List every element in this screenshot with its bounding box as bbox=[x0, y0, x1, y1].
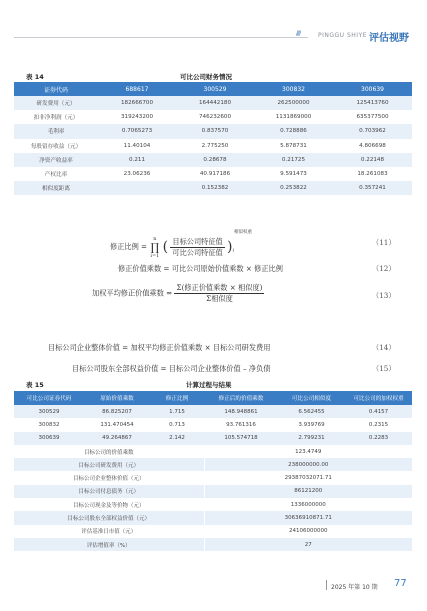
table-cell: 0.713 bbox=[150, 418, 204, 431]
comparable-companies-financial-table bbox=[14, 82, 412, 195]
summary-row bbox=[14, 538, 412, 551]
summary-row bbox=[14, 445, 412, 458]
summary-value: 29387032071.71 bbox=[204, 471, 412, 484]
table-cell: 148.948861 bbox=[204, 405, 278, 418]
table-cell: 1.715 bbox=[150, 405, 204, 418]
table-cell: 0.253822 bbox=[254, 181, 333, 195]
row-label: 相似度距离 bbox=[14, 181, 98, 195]
formula-lhs: 加权平均修正价值乘数 = bbox=[92, 288, 173, 298]
table-cell: 0.2315 bbox=[345, 418, 412, 431]
issue-label: 2025 年第 10 期 bbox=[331, 584, 378, 591]
table-cell: 86.825207 bbox=[84, 405, 150, 418]
table-cell: 746232600 bbox=[176, 110, 254, 124]
table-row bbox=[14, 124, 412, 138]
formula-number: （13） bbox=[372, 291, 396, 300]
table-cell: 182666700 bbox=[98, 96, 176, 110]
table-cell: 9.591473 bbox=[254, 167, 333, 181]
column-header: 原始价值乘数 bbox=[84, 391, 150, 405]
row-label: 毛利率 bbox=[14, 124, 98, 138]
table-cell: 300832 bbox=[14, 418, 84, 431]
table-cell: 300639 bbox=[14, 432, 84, 445]
summary-label: 目标公司的价值乘数 bbox=[14, 445, 204, 458]
column-header: 可比公司相似度 bbox=[278, 391, 345, 405]
column-header: 可比公司证券代码 bbox=[14, 391, 84, 405]
table-cell: 1131869000 bbox=[254, 110, 333, 124]
table-row bbox=[14, 139, 412, 153]
product-operator: n ∏ i=1 bbox=[150, 235, 160, 259]
table-cell: 6.562455 bbox=[278, 405, 345, 418]
footer-divider bbox=[326, 580, 327, 590]
column-header: 300639 bbox=[333, 82, 412, 96]
header-slash-marks: //// bbox=[296, 30, 301, 37]
summary-value: 30636910871.71 bbox=[204, 511, 412, 524]
table-cell: 0.4157 bbox=[345, 405, 412, 418]
summary-row bbox=[14, 511, 412, 524]
page-number: 77 bbox=[394, 578, 407, 589]
table-row bbox=[14, 405, 412, 418]
table-cell: 2.799231 bbox=[278, 432, 345, 445]
formula-number: （11） bbox=[372, 238, 396, 247]
table-cell: 0.728886 bbox=[254, 124, 333, 138]
table-cell: 93.761316 bbox=[204, 418, 278, 431]
table-cell: 0.152382 bbox=[176, 181, 254, 195]
table-cell: 300529 bbox=[14, 405, 84, 418]
formula-lhs: 修正比例 = bbox=[110, 242, 148, 251]
summary-label: 评估增值率（%） bbox=[14, 538, 204, 551]
formula-12: 修正价值乘数 = 可比公司原始价值乘数 × 修正比例 bbox=[118, 264, 283, 273]
header-column-title: 评估视野 bbox=[369, 33, 409, 44]
table-cell: 2.142 bbox=[150, 432, 204, 445]
table-cell: 635377500 bbox=[333, 110, 412, 124]
table-cell: 0.2283 bbox=[345, 432, 412, 445]
table-header-row bbox=[14, 391, 412, 405]
row-label: 产权比率 bbox=[14, 167, 98, 181]
column-header: 修正后的价值乘数 bbox=[204, 391, 278, 405]
table-cell: 0.7065273 bbox=[98, 124, 176, 138]
column-header: 300529 bbox=[176, 82, 254, 96]
table-cell: 0.28678 bbox=[176, 153, 254, 167]
summary-label: 目标公司股东全部权益价值（元） bbox=[14, 511, 204, 524]
table-cell: 5.878731 bbox=[254, 139, 333, 153]
formula-13 bbox=[92, 283, 264, 304]
summary-row bbox=[14, 498, 412, 511]
table-cell: 105.574718 bbox=[204, 432, 278, 445]
summary-value: 1336000000 bbox=[204, 498, 412, 511]
summary-row bbox=[14, 525, 412, 538]
summary-label: 目标公司现金及等价物（元） bbox=[14, 498, 204, 511]
table-header-row bbox=[14, 82, 412, 96]
row-label: 研发费用（元） bbox=[14, 96, 98, 110]
summary-row bbox=[14, 471, 412, 484]
formula-number: （12） bbox=[372, 264, 396, 273]
column-header: 修正比例 bbox=[150, 391, 204, 405]
summary-value: 238000000.00 bbox=[204, 458, 412, 471]
summary-value: 86121200 bbox=[204, 485, 412, 498]
column-header: 688617 bbox=[98, 82, 176, 96]
formula-15: 目标公司股东全部权益价值 = 目标公司企业整体价值 – 净负债 bbox=[72, 364, 271, 373]
row-label: 扣非净利润（元） bbox=[14, 110, 98, 124]
table-cell: 18.261083 bbox=[333, 167, 412, 181]
column-header: 可比公司的加权权重 bbox=[345, 391, 412, 405]
table15-number: 表 15 bbox=[26, 381, 44, 389]
table-cell: 131.470454 bbox=[84, 418, 150, 431]
column-header: 300832 bbox=[254, 82, 333, 96]
table-cell: 23.06236 bbox=[98, 167, 176, 181]
table-cell: 3.939769 bbox=[278, 418, 345, 431]
table-cell: 0.22148 bbox=[333, 153, 412, 167]
table-cell: 11.40104 bbox=[98, 139, 176, 153]
table-cell: 0.357241 bbox=[333, 181, 412, 195]
formula-number: （15） bbox=[372, 364, 396, 373]
summary-row bbox=[14, 485, 412, 498]
summary-value: 24106000000 bbox=[204, 525, 412, 538]
column-header: 证券代码 bbox=[14, 82, 98, 96]
header-rule bbox=[14, 37, 308, 38]
formula-14: 目标公司企业整体价值 = 加权平均修正价值乘数 × 目标公司研发费用 bbox=[48, 343, 271, 352]
row-label: 净资产收益率 bbox=[14, 153, 98, 167]
formula-fraction: $\frac{\text{Σ(修正价值乘数 × 相似度)}}{\text{Σ相似度}}$ bbox=[176, 283, 263, 303]
table-cell: 0.21725 bbox=[254, 153, 333, 167]
table14-number: 表 14 bbox=[26, 73, 44, 81]
summary-label: 目标公司企业整体价值（元） bbox=[14, 471, 204, 484]
table-row bbox=[14, 110, 412, 124]
summary-row bbox=[14, 458, 412, 471]
table15-title: 计算过程与结果 bbox=[186, 381, 232, 389]
formula-11: 修正比例 = n ∏ i=1 ( $\frac{\text{目标公司特征值}}{\text{可比公司特征值}}$ )$_i^{相似权重}$ bbox=[110, 230, 252, 259]
summary-value: 123.4749 bbox=[204, 445, 412, 458]
table-row bbox=[14, 96, 412, 110]
header-pinyin: PINGGU SHIYE bbox=[318, 32, 368, 39]
summary-label: 评估基准日市值（元） bbox=[14, 525, 204, 538]
formula-fraction: $\frac{\text{目标公司特征值}}{\text{可比公司特征值}}$ bbox=[172, 236, 223, 257]
calculation-results-table bbox=[14, 391, 412, 551]
table-cell: 49.264867 bbox=[84, 432, 150, 445]
table14-title: 可比公司财务情况 bbox=[180, 73, 232, 81]
table-cell: 0.703962 bbox=[333, 124, 412, 138]
table-cell: 164442180 bbox=[176, 96, 254, 110]
table-cell: 0.211 bbox=[98, 153, 176, 167]
table-cell: 262500000 bbox=[254, 96, 333, 110]
formula-number: （14） bbox=[372, 343, 396, 352]
table-row bbox=[14, 167, 412, 181]
row-label: 每股留存收益（元） bbox=[14, 139, 98, 153]
table-row bbox=[14, 181, 412, 195]
summary-label: 目标公司研发费用（元） bbox=[14, 458, 204, 471]
summary-label: 目标公司付息债务（元） bbox=[14, 485, 204, 498]
table-cell: 125413760 bbox=[333, 96, 412, 110]
table-row bbox=[14, 418, 412, 431]
table-cell: 0.837570 bbox=[176, 124, 254, 138]
table-cell: 319243200 bbox=[98, 110, 176, 124]
table-cell: 2.775250 bbox=[176, 139, 254, 153]
table-cell: 4.806698 bbox=[333, 139, 412, 153]
table-row bbox=[14, 153, 412, 167]
summary-value: 27 bbox=[204, 538, 412, 551]
table-cell: 40.917186 bbox=[176, 167, 254, 181]
table-cell bbox=[98, 181, 176, 195]
table-row bbox=[14, 432, 412, 445]
